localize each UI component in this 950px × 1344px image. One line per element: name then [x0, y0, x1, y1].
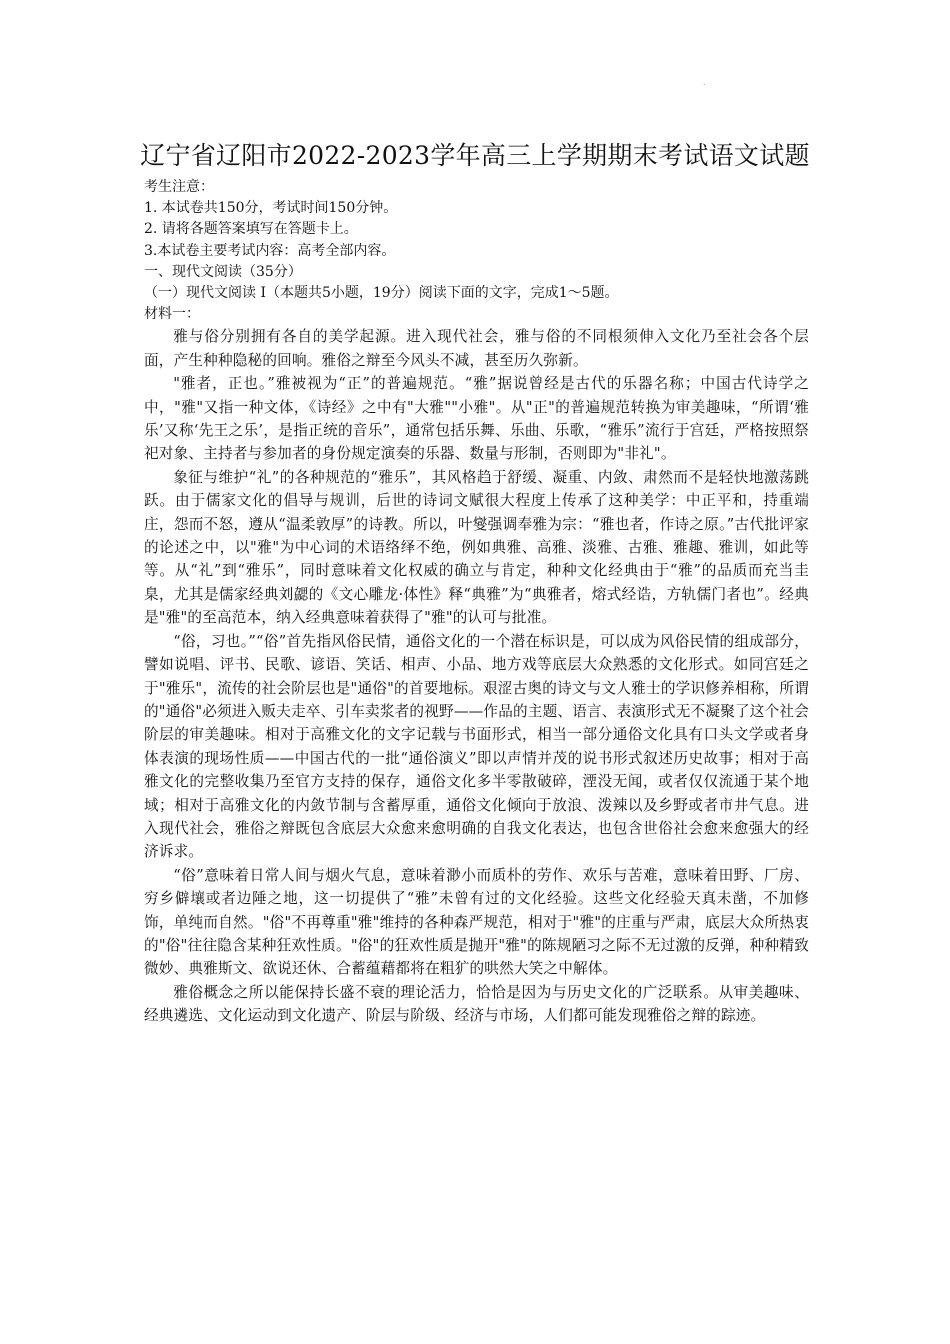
document-body	[144, 177, 809, 1028]
section-sub-heading: （一）现代文阅读 I（本题共5小题，19分）阅读下面的文字，完成1～5题。	[144, 285, 619, 302]
paragraph-3: 象征与维护“礼”的各种规范的“雅乐”，其风格趋于舒缓、凝重、内敛、肃然而不是轻快地激荡跳跃。由于儒家文化的倡导与规训，后世的诗词文赋很大程度上传承了这种美学：中正平和，持重端庄，怨而不怒，遵从“温柔敦厚”的诗教。所以，叶燮强调奉雅为宗：“雅也者，作诗之原。”古代批评家的论述之中，以"雅"为中心词的术语络绎不绝，例如典雅、高雅、淡雅、古雅、雅趣、雅训，如此等等。从“礼”到“雅乐”，同时意味着文化权威的确立与肯定，种种文化经典由于“雅”的品质而充当圭臬，尤其是儒家经典刘勰的《文心雕龙·体性》释“典雅”为“典雅者，熔式经诰，方轨儒门者也”。经典是"雅"的至高范本，纳入经典意味着获得了"雅"的认可与批准。	[144, 468, 809, 627]
notice-heading: 考生注意：	[144, 179, 214, 195]
section-heading: 一、现代文阅读（35分）	[144, 263, 302, 280]
paragraph-6: 雅俗概念之所以能保持长盛不衰的理论活力，恰恰是因为与历史文化的广泛联系。从审美趣味、经典遴选、文化运动到文化遗产、阶层与阶级、经济与市场，人们都可能发现雅俗之辩的踪迹。	[144, 983, 809, 1025]
material-label: 材料一：	[144, 306, 200, 323]
paragraph-1: 雅与俗分别拥有各自的美学起源。进入现代社会，雅与俗的不同根须伸入文化乃至社会各个层面，产生种种隐秘的回响。雅俗之辩至今风头不减，甚至历久弥新。	[144, 328, 809, 369]
notice-item-1: 1. 本试卷共150分，考试时间150分钟。	[144, 200, 398, 217]
notice-item-3: 3.本试卷主要考试内容：高考全部内容。	[144, 242, 396, 259]
paragraph-4: “俗，习也。”“俗”首先指风俗民情，通俗文化的一个潜在标识是，可以成为风俗民情的组成部分，譬如说唱、评书、民歌、谚语、笑话、相声、小品、地方戏等底层大众熟悉的文化形式。如同宫廷之于"雅乐"，流传的社会阶层也是"通俗"的首要地标。艰涩古奥的诗文与文人雅士的学识修养相称，所谓的"通俗"必须进入贩夫走卒、引车卖浆者的视野——作品的主题、语言、表演形式无不凝聚了这个社会阶层的审美趣味。相对于高雅文化的文字记载与书面形式，相当一部分通俗文化具有口头文学或者身体表演的现场性质——中国古代的一批“通俗演义”即以声情并茂的说书形式叙述历史故事；相对于高雅文化的完整收集乃至官方支持的保存，通俗文化多半零散破碎，湮没无闻，或者仅仅流通于某个地域；相对于高雅文化的内敛节制与含蓄厚重，通俗文化倾向于放浪、泼辣以及乡野或者市井气息。进入现代社会，雅俗之辩既包含底层大众愈来愈明确的自我文化表达，也包含世俗社会愈来愈强大的经济诉求。	[144, 632, 809, 861]
page-title: 辽宁省辽阳市2022-2023学年高三上学期期末考试语文试题	[140, 141, 810, 170]
paragraph-5: “俗”意味着日常人间与烟火气息，意味着渺小而质朴的劳作、欢乐与苦难，意味着田野、厂房、穷乡僻壤或者边陲之地，这一切提供了“雅”未曾有过的文化经验。这些文化经验天真未凿，不加修饰，单纯而自然。"俗"不再尊重"雅"维持的各种森严规范，相对于"雅"的庄重与严肃，底层大众所热衷的"俗"往往隐含某种狂欢性质。"俗"的狂欢性质是抛开"雅"的陈规陋习之际不无过激的反弹，种种精致微妙、典雅斯文、欲说还休、合蓄蕴藉都将在粗犷的哄然大笑之中解体。	[144, 866, 809, 978]
paragraph-2: "雅者，正也。”雅被视为“正”的普遍规范。“雅”据说曾经是古代的乐器名称；中国古代诗学之中，"雅"又指一种文体，《诗经》之中有"大雅""小雅"。从"正"的普遍规范转换为审美趣味，“所谓‘雅乐’又称‘先王之乐’，是指正统的音乐”，通常包括乐舞、乐曲、乐歌，“雅乐”流行于宫廷，严格按照祭祀对象、主持者与参加者的身份规定演奏的乐器、数量与形制，否则即为"非礼"。	[144, 375, 809, 463]
notice-item-2: 2. 请将各题答案填写在答题卡上。	[144, 221, 358, 238]
header-mark: .	[703, 78, 706, 87]
